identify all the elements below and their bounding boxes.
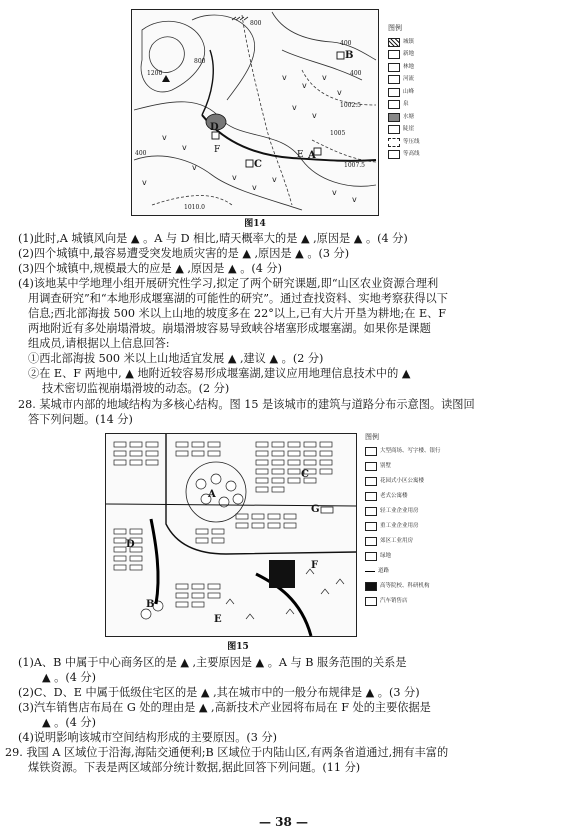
q27-part4-sub2-cont: 技术密切监视崩塌滑坡的动态。(2 分) <box>42 382 230 395</box>
legend-item-farmland: 新地 <box>403 51 415 57</box>
label-zone-f: F <box>311 560 319 571</box>
label-town-d: D <box>210 122 219 133</box>
svg-text:v: v <box>332 188 337 197</box>
figure-14-map <box>131 9 379 216</box>
q28-part3-line2: ▲ 。(4 分) <box>42 716 96 729</box>
q27-part4-line4: 两地附近有多处崩塌滑坡。崩塌滑坡容易导致峡谷堵塞形成堰塞湖。如果你是课题 <box>28 322 431 335</box>
road-icon <box>365 571 375 572</box>
q29-line1: 29. 我国 A 区域位于沿海,海陆交通便利;B 区域位于内陆山区,有两条省道通过,拥有丰富的 <box>5 746 449 759</box>
peak-icon <box>388 88 400 97</box>
legend-item-old-apartment: 老式公寓楼 <box>380 492 408 499</box>
legend-item-town: 城镇 <box>403 38 415 45</box>
q27-part1: (1)此时,A 城镇风向是 ▲ 。A 与 D 相比,晴天概率大的是 ▲ ,原因是 ▲ 。(4 分) <box>18 232 408 245</box>
figure-15-legend <box>365 434 565 609</box>
svg-text:v: v <box>272 175 277 184</box>
svg-text:v: v <box>232 173 237 182</box>
label-point-f: F <box>214 145 221 155</box>
contour-label-1200: 1200 <box>147 70 163 77</box>
q29-line2: 煤铁资源。下表是两区域部分统计数据,据此回答下列问题。(11 分) <box>28 761 361 774</box>
q28-header-line2: 答下列问题。(14 分) <box>28 413 133 426</box>
svg-text:v: v <box>192 163 197 172</box>
label-zone-d: D <box>126 539 135 550</box>
label-zone-e: E <box>214 614 222 625</box>
figure-14-legend <box>388 25 420 161</box>
legend-item-pond: 水塘 <box>403 113 415 120</box>
legend-item-university: 高等院校、科研机构 <box>380 582 430 589</box>
svg-text:v: v <box>162 133 167 142</box>
q27-part4-line2: 用调查研究”和“本地形成堰塞湖的可能性的研究”。通过查找资料、实地考察获得以下 <box>28 292 448 305</box>
q28-header-line1: 28. 某城市内部的地域结构为多核心结构。图 15 是该城市的建筑与道路分布示意图。读图回 <box>18 398 475 411</box>
university-icon <box>365 582 377 591</box>
q27-part4-line3: 信息;西北部海拔 500 米以上山地的坡度多在 22°以上,已有大片开垦为耕地;在 E、F <box>28 307 447 320</box>
isobar-label-1007: 1007.5 <box>344 162 365 169</box>
isobar-label-1010: 1010.0 <box>184 204 205 211</box>
label-zone-a: A <box>208 489 216 500</box>
contour-label-400c: 400 <box>350 70 362 77</box>
svg-text:v: v <box>282 73 287 82</box>
cliff-swatch <box>388 125 400 134</box>
svg-text:v: v <box>337 88 342 97</box>
legend-item-suburban-industry: 郊区工业用房 <box>380 537 414 544</box>
label-town-c: C <box>254 159 262 170</box>
legend-item-peak: 山峰 <box>403 88 415 95</box>
farmland-swatch <box>388 50 400 59</box>
legend-item-car-dealer: 汽车销售店 <box>380 597 408 604</box>
garden-apartment-icon <box>365 477 377 486</box>
svg-text:v: v <box>182 143 187 152</box>
figure-15-map <box>105 433 357 637</box>
label-point-e: E <box>297 150 304 160</box>
old-apartment-icon <box>365 492 377 501</box>
svg-text:v: v <box>322 73 327 82</box>
legend-item-forest: 林地 <box>403 63 415 70</box>
svg-text:v: v <box>292 103 297 112</box>
spring-icon <box>388 100 400 109</box>
legend-item-contour: 等高线 <box>403 151 420 157</box>
svg-text:v: v <box>302 81 307 90</box>
legend-item-green-space: 绿地 <box>380 552 392 559</box>
legend-item-spring: 泉 <box>403 101 409 107</box>
q28-part3-line1: (3)汽车销售店布局在 G 处的理由是 ▲ ,高新技术产业园将布局在 F 处的主要依据是 <box>18 701 431 714</box>
heavy-industry-icon <box>365 522 377 531</box>
pond-swatch <box>388 113 400 122</box>
contour-label-400: 400 <box>340 40 352 47</box>
contour-label-800: 800 <box>194 58 206 65</box>
q27-part3: (3)四个城镇中,规模最大的应是 ▲ ,原因是 ▲ 。(4 分) <box>18 262 282 275</box>
label-zone-b: B <box>146 599 155 610</box>
green-space-icon <box>365 552 377 561</box>
svg-text:v: v <box>352 195 357 204</box>
legend-item-isobar: 等压线 <box>403 138 420 145</box>
page-number: — 38 — <box>258 815 309 829</box>
figure-15-drawing <box>106 434 356 636</box>
legend-item-cbd: 大型商场、写字楼、银行 <box>380 447 441 454</box>
q28-part1-line1: (1)A、B 中属于中心商务区的是 ▲ ,主要原因是 ▲ 。A 与 B 服务范围的关系是 <box>18 656 407 669</box>
forest-swatch <box>388 63 400 72</box>
legend-item-heavy-industry: 重工业企业用房 <box>380 522 419 529</box>
figure-14-caption: 图14 <box>244 219 266 229</box>
suburban-industry-icon <box>365 537 377 546</box>
isobar-swatch <box>388 138 400 147</box>
contour-label-400b: 400 <box>135 150 147 157</box>
contour-label-800b: 800 <box>250 20 262 27</box>
legend-item-cliff: 陡崖 <box>403 126 415 132</box>
q28-part4: (4)说明影响该城市空间结构形成的主要原因。(3 分) <box>18 731 278 744</box>
isobar-label-1002: 1002.5 <box>340 102 361 109</box>
figure-15-caption: 图15 <box>227 642 249 652</box>
label-town-a: A <box>308 150 316 161</box>
q27-part4-sub1: ①西北部海拔 500 米以上山地适宜发展 ▲ ,建议 ▲ 。(2 分) <box>28 352 324 365</box>
q27-part2: (2)四个城镇中,最容易遭受突发地质灾害的是 ▲ ,原因是 ▲ 。(3 分) <box>18 247 350 260</box>
cbd-icon <box>365 447 377 456</box>
label-zone-g: G <box>311 504 320 515</box>
legend-item-road: 道路 <box>378 567 390 574</box>
legend-item-garden-apartment: 花园式小区公寓楼 <box>380 477 425 484</box>
q27-part4-line5: 组成员,请根据以上信息回答: <box>28 337 170 350</box>
legend-title: 图例 <box>388 24 402 32</box>
svg-text:v: v <box>142 178 147 187</box>
legend-title: 图例 <box>365 433 379 441</box>
q28-part1-line2: ▲ 。(4 分) <box>42 671 96 684</box>
label-zone-c: C <box>301 469 309 480</box>
svg-text:v: v <box>252 183 257 192</box>
villa-icon <box>365 462 377 471</box>
svg-text:v: v <box>312 111 317 120</box>
contour-swatch <box>388 150 400 159</box>
label-town-b: B <box>345 50 354 61</box>
legend-item-river: 河流 <box>403 76 415 82</box>
town-swatch <box>388 38 400 47</box>
q27-part4-line1: (4)该地某中学地理小组开展研究性学习,拟定了两个研究课题,即“山区农业资源合理利 <box>18 277 439 290</box>
legend-item-light-industry: 轻工业企业用房 <box>380 507 419 514</box>
car-dealer-icon <box>365 597 377 606</box>
light-industry-icon <box>365 507 377 516</box>
q28-part2: (2)C、D、E 中属于低级住宅区的是 ▲ ,其在城市中的一般分布规律是 ▲ 。(3 分) <box>18 686 420 699</box>
legend-item-villa: 别墅 <box>380 462 392 469</box>
river-swatch <box>388 75 400 84</box>
isobar-label-1005: 1005 <box>330 130 346 137</box>
q27-part4-sub2: ②在 E、F 两地中, ▲ 地附近较容易形成堰塞湖,建议应用地理信息技术中的 ▲ <box>28 367 411 380</box>
